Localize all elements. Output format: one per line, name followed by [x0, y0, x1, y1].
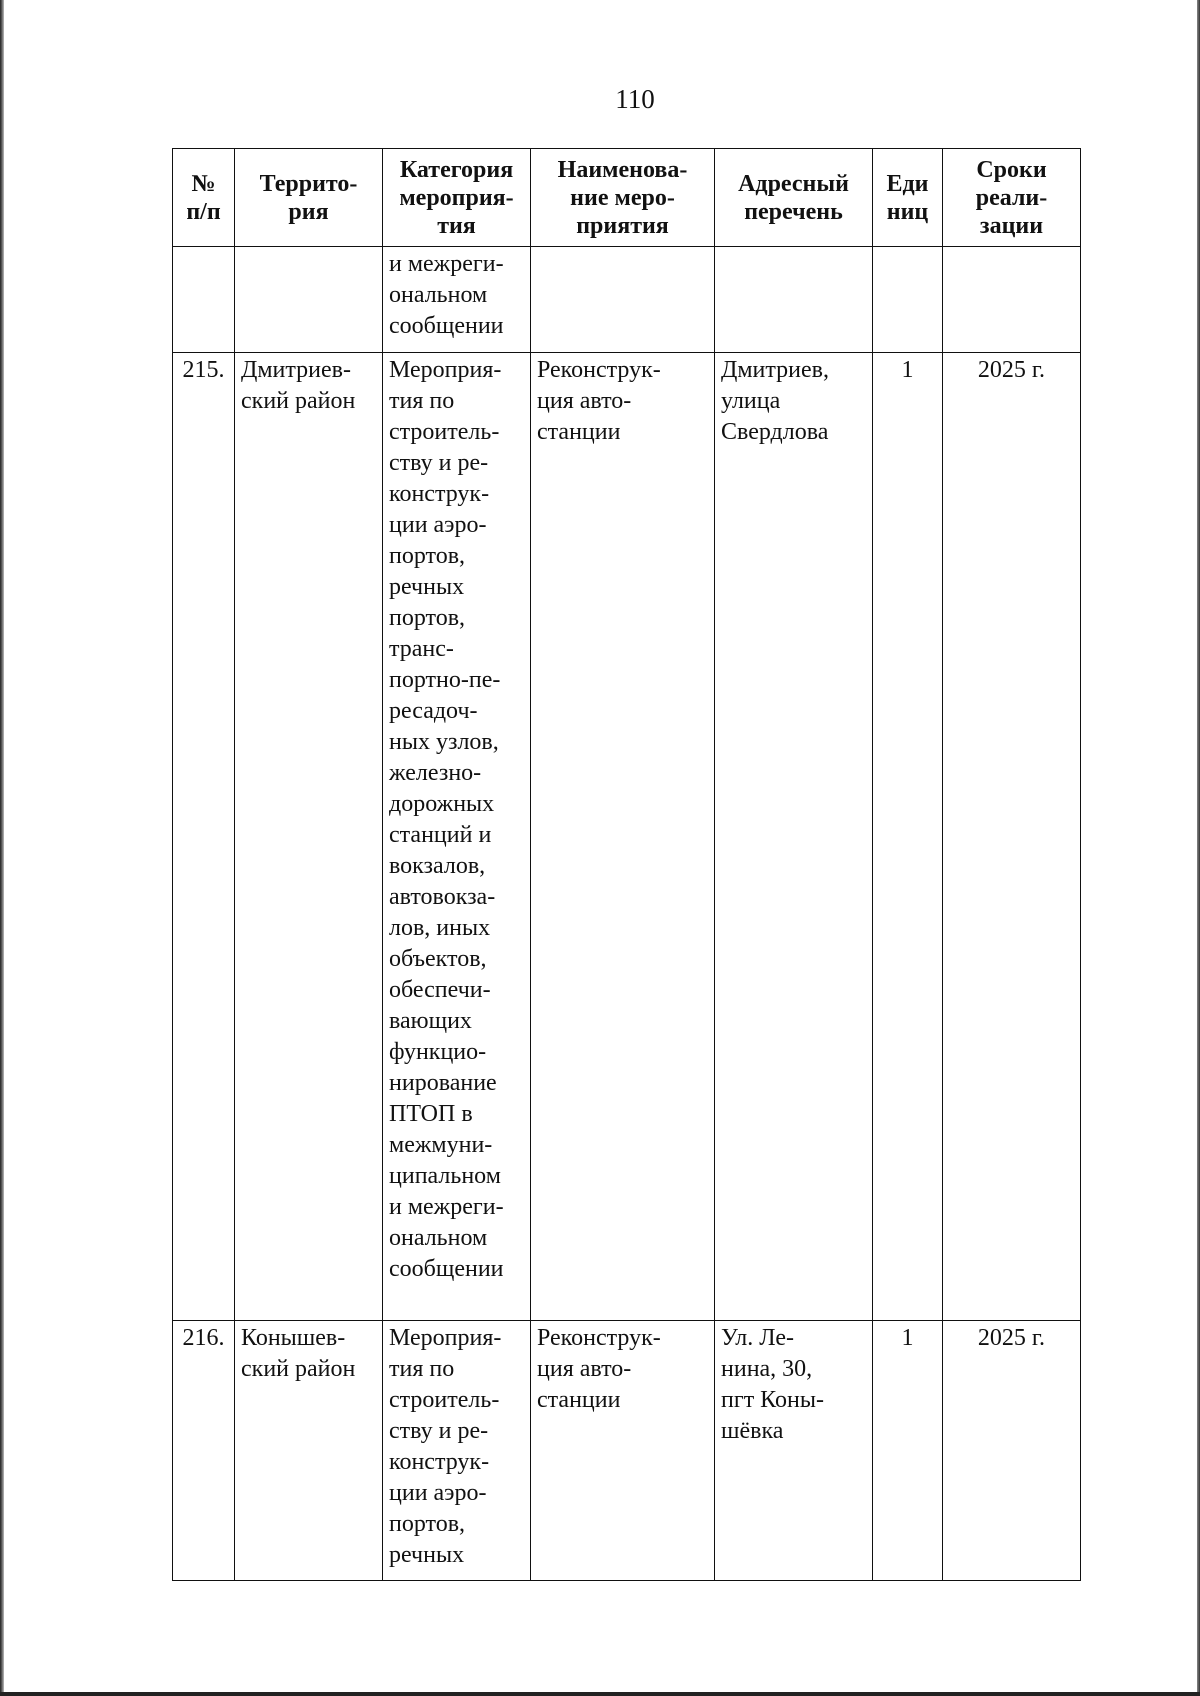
- cell-territory: Конышев- ский район: [235, 1321, 383, 1581]
- header-number: № п/п: [173, 149, 235, 247]
- cell-category: Мероприя- тия по строитель- ству и ре- конструк- ции аэро- портов, речных портов, транс- портно-пе- ресадоч- ных узлов, железно- дорожных станций и вокзалов, автовокза- лов, иных объектов, обеспечи- вающих функцио- нирование ПТОП в межмуни- ципальном и межреги- ональном сообщении: [383, 353, 531, 1321]
- header-units: Еди ниц: [873, 149, 943, 247]
- measures-table: [172, 148, 1081, 1581]
- cell-name: Реконструк- ция авто- станции: [531, 1321, 715, 1581]
- cell-territory: [235, 247, 383, 353]
- cell-territory: Дмитриев- ский район: [235, 353, 383, 1321]
- cell-category: и межреги- ональном сообщении: [383, 247, 531, 353]
- cell-units: [873, 247, 943, 353]
- scan-edge-bottom: [0, 1692, 1200, 1696]
- header-term: Сроки реали- зации: [943, 149, 1081, 247]
- cell-address: Ул. Ле- нина, 30, пгт Коны- шёвка: [715, 1321, 873, 1581]
- cell-name: Реконструк- ция авто- станции: [531, 353, 715, 1321]
- header-address: Адресный перечень: [715, 149, 873, 247]
- cell-category: Мероприя- тия по строитель- ству и ре- конструк- ции аэро- портов, речных: [383, 1321, 531, 1581]
- cell-address: Дмитриев, улица Свердлова: [715, 353, 873, 1321]
- cell-term: 2025 г.: [943, 353, 1081, 1321]
- header-name: Наименова- ние меро- приятия: [531, 149, 715, 247]
- cell-units: 1: [873, 353, 943, 1321]
- page-number: 110: [615, 84, 655, 114]
- cell-units: 1: [873, 1321, 943, 1581]
- cell-number: 215.: [173, 353, 235, 1321]
- header-territory: Террито- рия: [235, 149, 383, 247]
- scan-edge-left: [0, 0, 4, 1696]
- cell-number: 216.: [173, 1321, 235, 1581]
- header-category: Категория мероприя- тия: [383, 149, 531, 247]
- table-header-row: [173, 149, 1081, 247]
- cell-name: [531, 247, 715, 353]
- cell-term: 2025 г.: [943, 1321, 1081, 1581]
- cell-address: [715, 247, 873, 353]
- cell-number: [173, 247, 235, 353]
- table-row: [173, 353, 1081, 1321]
- table-row: [173, 247, 1081, 353]
- cell-term: [943, 247, 1081, 353]
- table-row: [173, 1321, 1081, 1581]
